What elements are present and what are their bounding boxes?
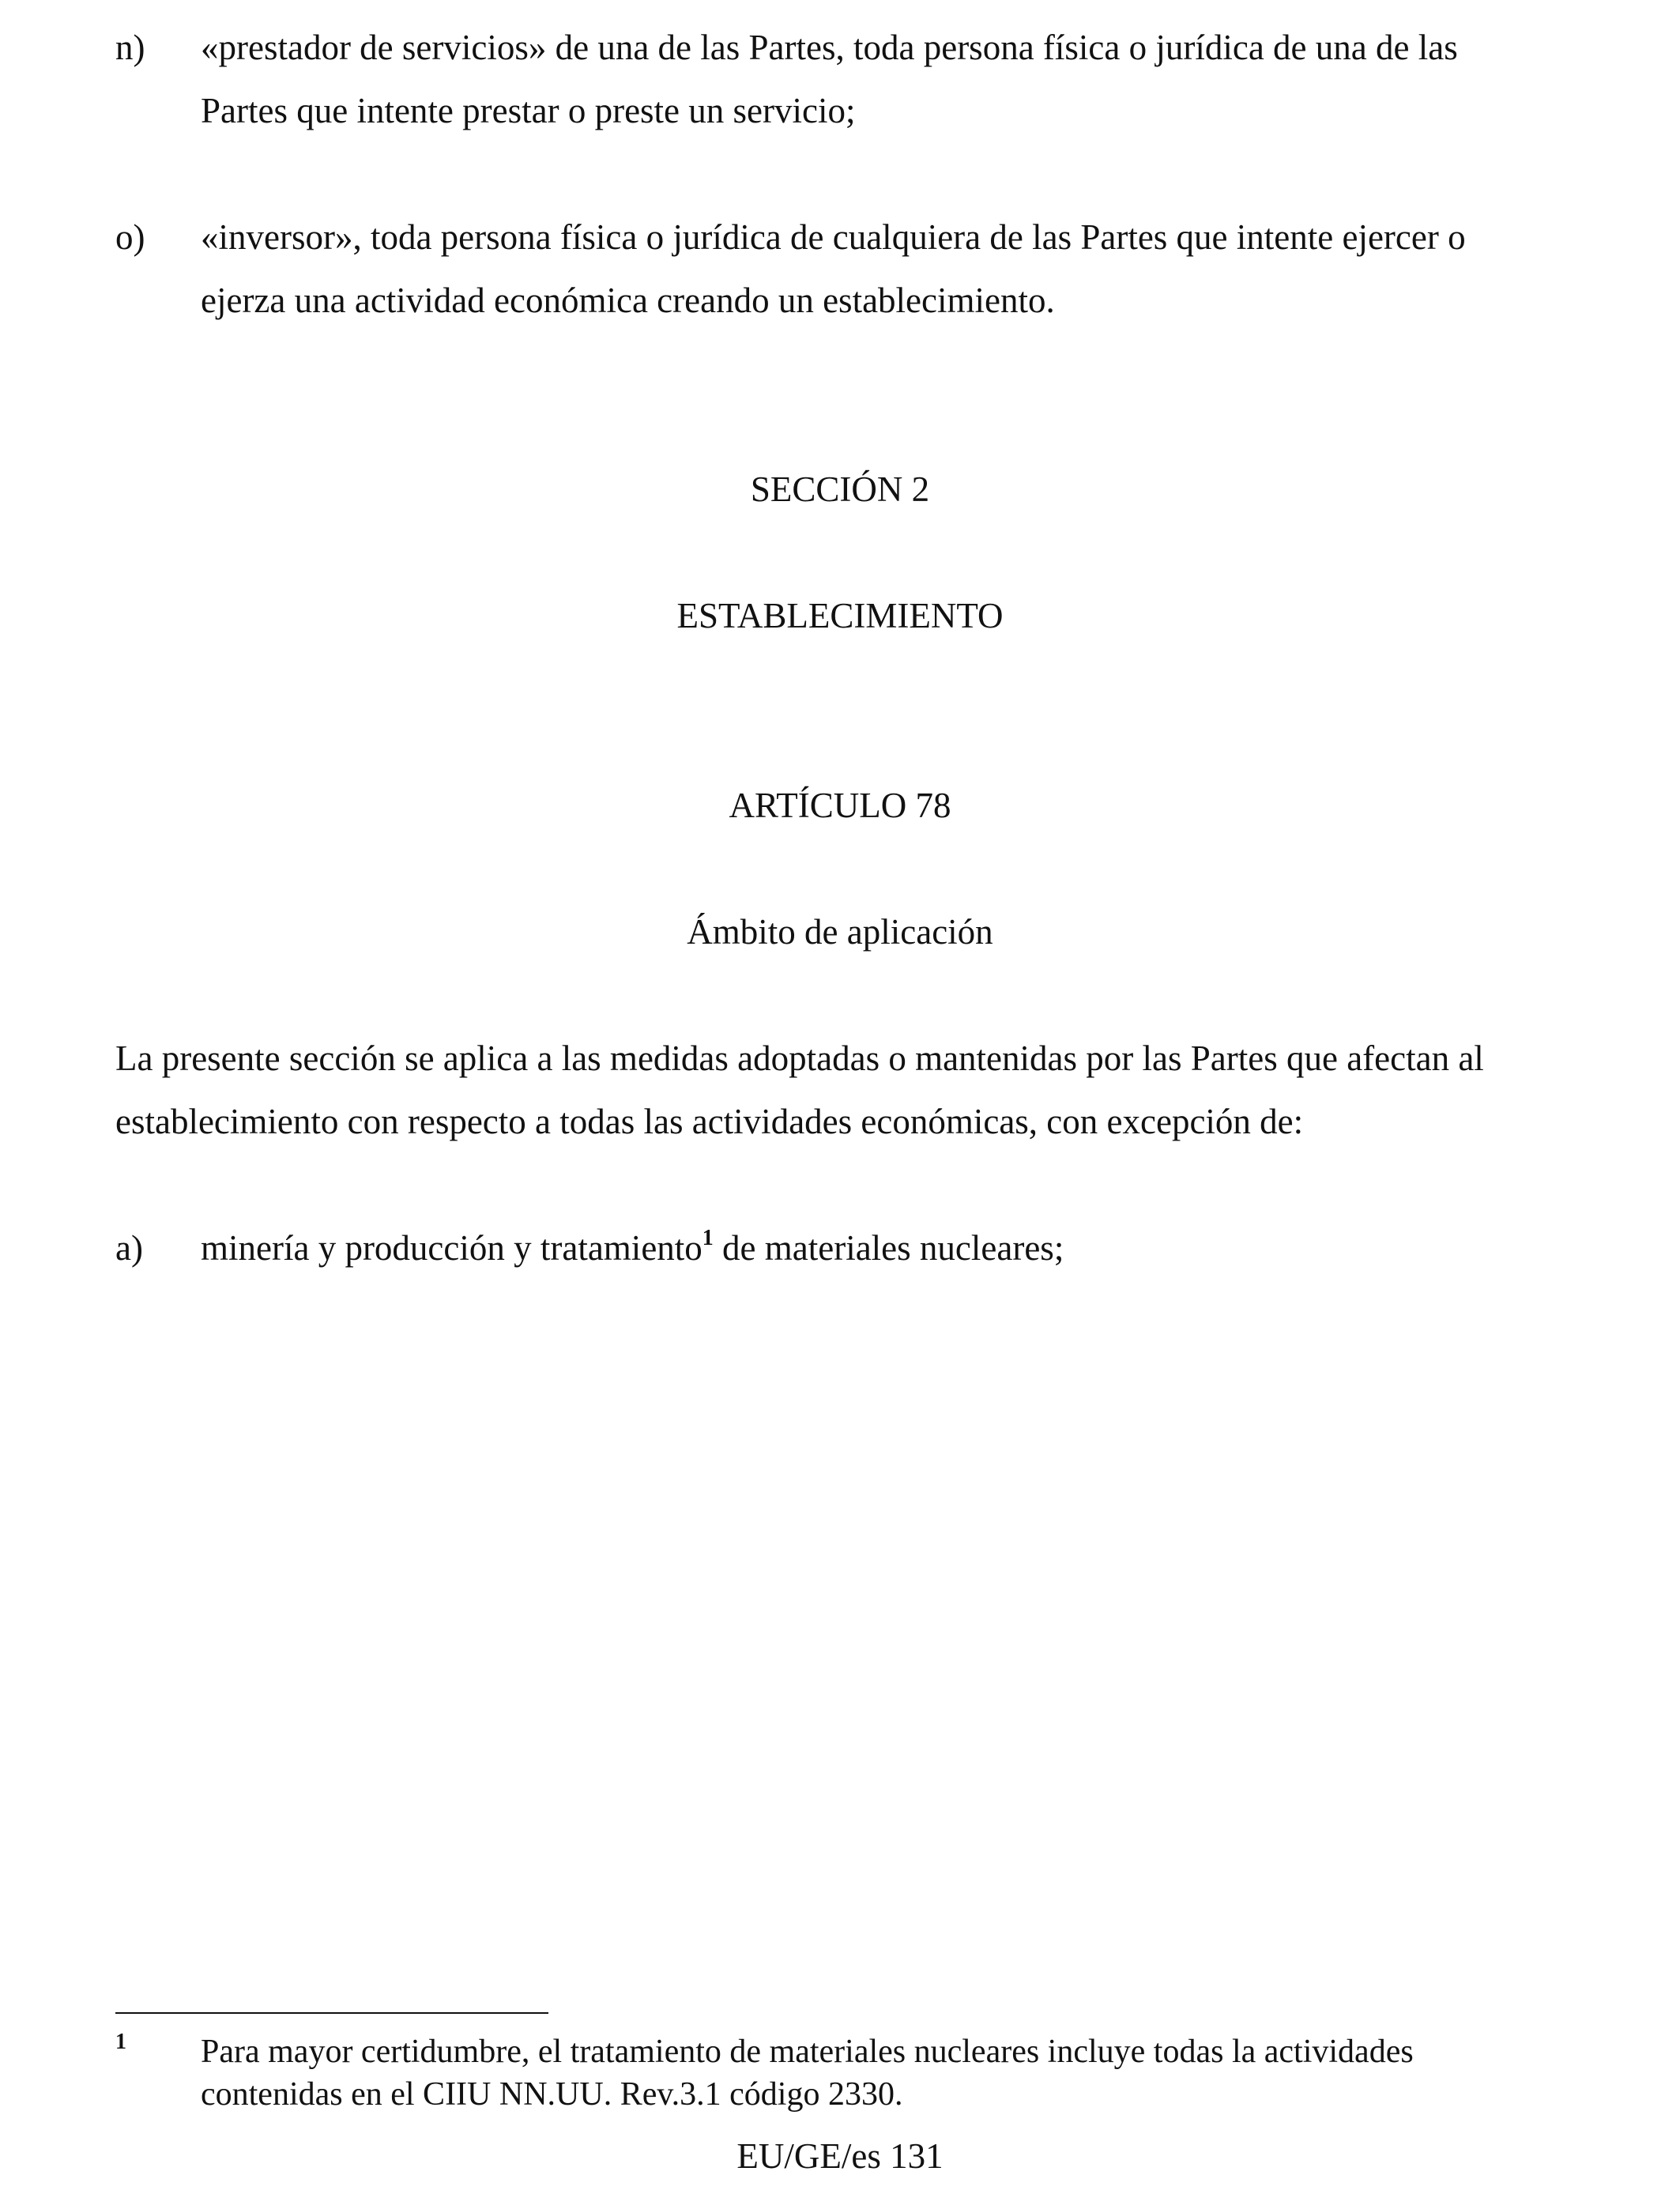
exception-a-text-before: minería y producción y tratamiento: [201, 1228, 703, 1268]
item-label-n: n): [115, 28, 145, 67]
paragraph-line-1: La presente sección se aplica a las medidas adoptadas o mantenidas por las Partes que afectan al: [115, 1039, 1484, 1078]
item-n-line-1: «prestador de servicios» de una de las Partes, toda persona física o jurídica de una de las: [201, 28, 1458, 67]
section-title: ESTABLECIMIENTO: [676, 596, 1004, 635]
item-o-line-1: «inversor», toda persona física o jurídica de cualquiera de las Partes que intente ejercer o: [201, 217, 1466, 257]
item-o-line-2: ejerza una actividad económica creando un establecimiento.: [201, 281, 1055, 320]
footnote-separator: [115, 2012, 548, 2014]
item-label-o: o): [115, 217, 145, 257]
page-footer: EU/GE/es 131: [736, 2136, 944, 2176]
item-n-line-2: Partes que intente prestar o preste un servicio;: [201, 91, 856, 130]
exception-a-text: [201, 1226, 1064, 1268]
footnote-reference[interactable]: 1: [702, 1226, 714, 1250]
exception-a-text-after: de materiales nucleares;: [713, 1228, 1064, 1268]
section-number: SECCIÓN 2: [750, 469, 930, 509]
paragraph-line-2: establecimiento con respecto a todas las actividades económicas, con excepción de:: [115, 1102, 1304, 1141]
footnote-line-2: contenidas en el CIIU NN.UU. Rev.3.1 código 2330.: [201, 2076, 903, 2113]
footnote-mark: 1: [115, 2030, 126, 2054]
article-number: ARTÍCULO 78: [729, 786, 951, 825]
exception-label-a: a): [115, 1228, 143, 1268]
footnote-line-1: Para mayor certidumbre, el tratamiento de materiales nucleares incluye todas la actividades: [201, 2034, 1414, 2070]
article-title: Ámbito de aplicación: [687, 912, 993, 952]
